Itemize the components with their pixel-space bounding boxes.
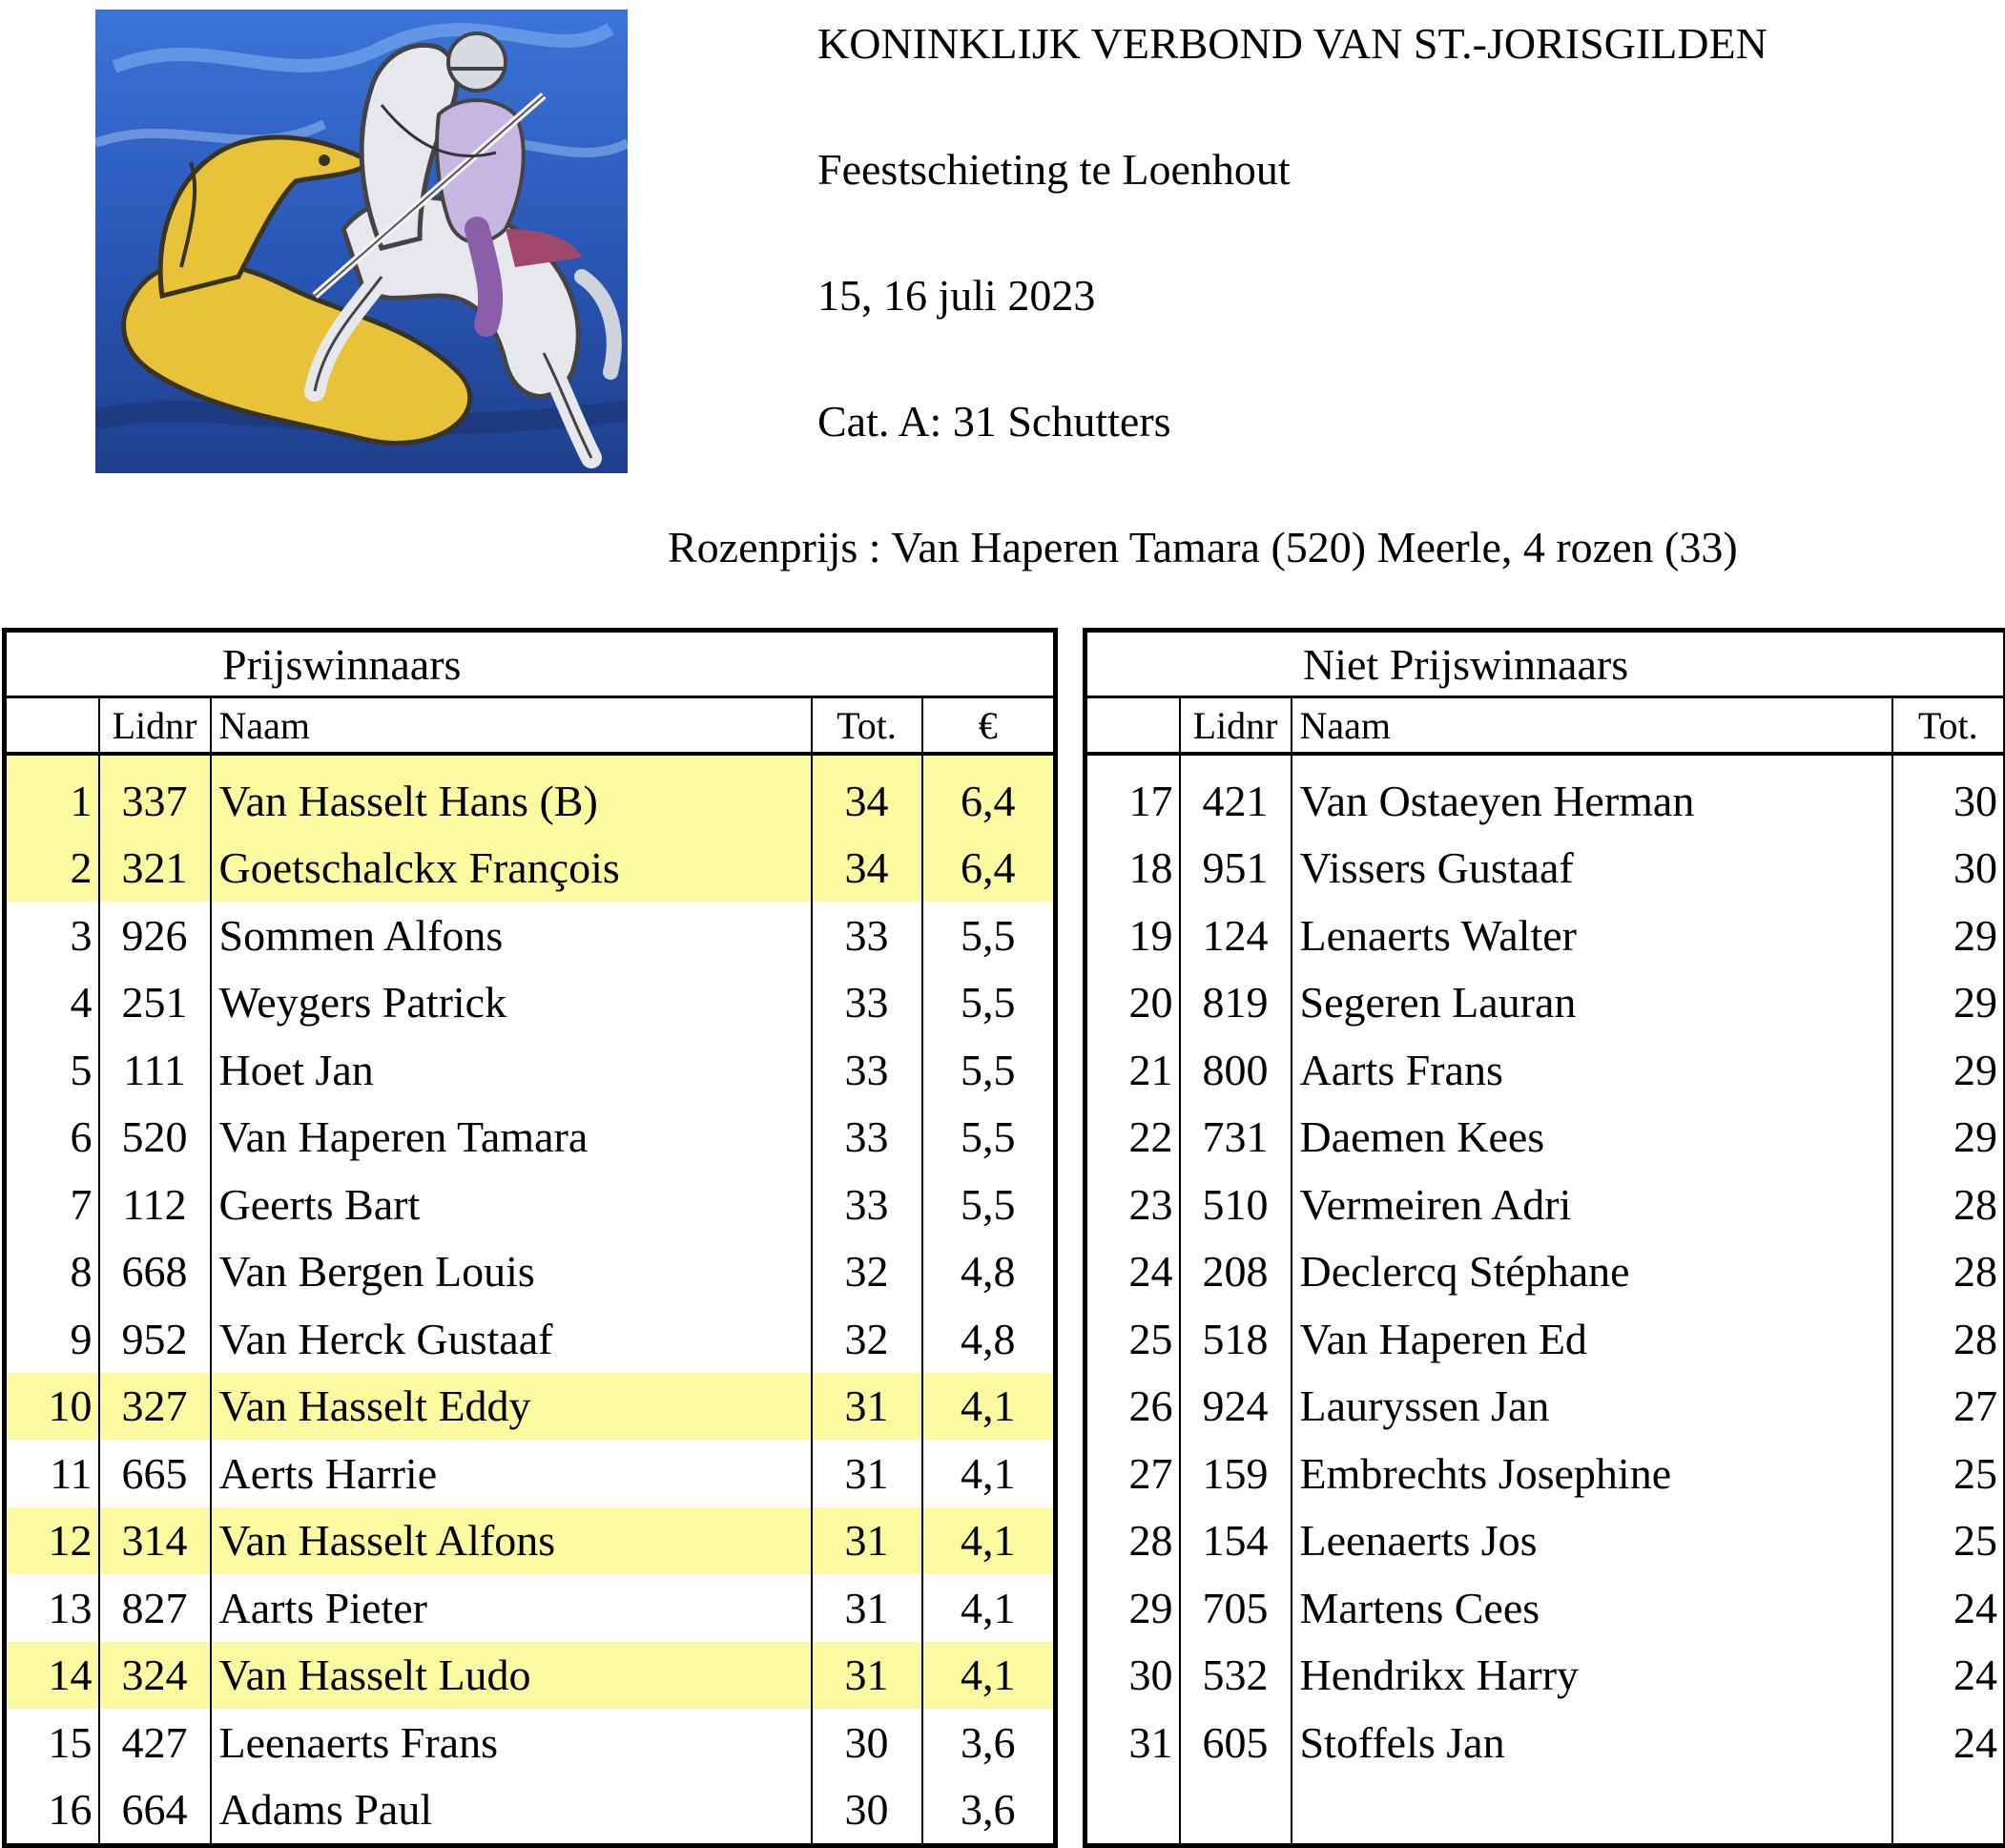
table-row — [5, 969, 1056, 1037]
cell-lidnr: 819 — [1180, 969, 1292, 1037]
column-header-rank — [5, 697, 99, 755]
cell-tot: 33 — [812, 1036, 922, 1104]
non-prizewinners-table — [1083, 628, 2005, 1848]
cell-lidnr: 664 — [99, 1776, 211, 1846]
cell-tot: 31 — [812, 1373, 922, 1441]
cell-tot: 24 — [1892, 1574, 2005, 1642]
table-row — [1085, 1574, 2005, 1642]
cell-lidnr: 924 — [1180, 1373, 1292, 1441]
cell-tot: 28 — [1892, 1305, 2005, 1373]
cell-naam: Van Herck Gustaaf — [211, 1305, 812, 1373]
column-header-lidnr: Lidnr — [1180, 697, 1292, 755]
cell-rank: 9 — [5, 1305, 99, 1373]
table-row — [1085, 969, 2005, 1037]
cell-naam: Van Bergen Louis — [211, 1238, 812, 1306]
column-header-lidnr: Lidnr — [99, 697, 211, 755]
cell-naam: Sommen Alfons — [211, 902, 812, 969]
cell-tot: 30 — [812, 1709, 922, 1776]
cell-lidnr: 208 — [1180, 1238, 1292, 1306]
cell-naam: Geerts Bart — [211, 1171, 812, 1238]
cell-euro: 4,8 — [922, 1305, 1056, 1373]
table-row — [1085, 1305, 2005, 1373]
cell-naam: Leenaerts Jos — [1292, 1507, 1892, 1575]
prizewinners-title: Prijswinnaars — [5, 631, 1056, 697]
cell-tot: 31 — [812, 1642, 922, 1710]
cell-rank: 5 — [5, 1036, 99, 1104]
cell-naam: Aarts Frans — [1292, 1036, 1892, 1104]
cell-tot: 33 — [812, 969, 922, 1037]
table-row — [5, 1305, 1056, 1373]
table-row — [1085, 835, 2005, 903]
st-george-logo-image — [95, 10, 628, 473]
cell-euro: 5,5 — [922, 1036, 1056, 1104]
cell-naam: Declercq Stéphane — [1292, 1238, 1892, 1306]
organization-title: KONINKLIJK VERBOND VAN ST.-JORISGILDEN — [817, 17, 1767, 71]
table-row — [1085, 1776, 2005, 1846]
cell-lidnr — [1180, 1776, 1292, 1846]
cell-euro: 6,4 — [922, 754, 1056, 835]
cell-euro: 4,1 — [922, 1642, 1056, 1710]
cell-lidnr: 731 — [1180, 1104, 1292, 1172]
cell-lidnr: 324 — [99, 1642, 211, 1710]
cell-tot: 29 — [1892, 1104, 2005, 1172]
table-row — [1085, 1373, 2005, 1441]
table-row — [1085, 902, 2005, 969]
cell-naam: Leenaerts Frans — [211, 1709, 812, 1776]
table-row — [1085, 754, 2005, 835]
cell-lidnr: 520 — [99, 1104, 211, 1172]
cell-rank: 16 — [5, 1776, 99, 1846]
cell-rank: 30 — [1085, 1642, 1180, 1710]
table-row — [5, 1574, 1056, 1642]
cell-euro: 5,5 — [922, 969, 1056, 1037]
cell-tot: 34 — [812, 754, 922, 835]
cell-lidnr: 314 — [99, 1507, 211, 1575]
cell-tot: 33 — [812, 902, 922, 969]
cell-lidnr: 518 — [1180, 1305, 1292, 1373]
cell-rank: 12 — [5, 1507, 99, 1575]
cell-naam: Lauryssen Jan — [1292, 1373, 1892, 1441]
column-header-tot: Tot. — [812, 697, 922, 755]
cell-euro: 6,4 — [922, 835, 1056, 903]
cell-naam: Stoffels Jan — [1292, 1709, 1892, 1776]
cell-euro: 4,1 — [922, 1373, 1056, 1441]
table-row — [5, 1507, 1056, 1575]
cell-lidnr: 532 — [1180, 1642, 1292, 1710]
cell-euro: 4,1 — [922, 1440, 1056, 1507]
cell-euro: 3,6 — [922, 1709, 1056, 1776]
cell-lidnr: 800 — [1180, 1036, 1292, 1104]
cell-tot: 32 — [812, 1305, 922, 1373]
cell-tot: 29 — [1892, 1036, 2005, 1104]
cell-tot: 28 — [1892, 1171, 2005, 1238]
cell-tot: 27 — [1892, 1373, 2005, 1441]
cell-naam: Vissers Gustaaf — [1292, 835, 1892, 903]
cell-tot: 28 — [1892, 1238, 2005, 1306]
cell-rank: 20 — [1085, 969, 1180, 1037]
table-row — [5, 1776, 1056, 1846]
cell-tot: 30 — [812, 1776, 922, 1846]
table-row — [1085, 1104, 2005, 1172]
table-row — [5, 1440, 1056, 1507]
cell-rank: 15 — [5, 1709, 99, 1776]
cell-rank: 28 — [1085, 1507, 1180, 1575]
cell-naam: Hoet Jan — [211, 1036, 812, 1104]
cell-rank: 21 — [1085, 1036, 1180, 1104]
cell-tot: 32 — [812, 1238, 922, 1306]
cell-euro: 4,1 — [922, 1507, 1056, 1575]
table-row — [1085, 1171, 2005, 1238]
cell-lidnr: 510 — [1180, 1171, 1292, 1238]
cell-naam — [1292, 1776, 1892, 1846]
rozenprijs-line: Rozenprijs : Van Haperen Tamara (520) Meerle, 4 rozen (33) — [668, 521, 1738, 574]
table-row — [5, 1642, 1056, 1710]
cell-naam: Goetschalckx François — [211, 835, 812, 903]
cell-euro: 3,6 — [922, 1776, 1056, 1846]
table-row — [5, 902, 1056, 969]
cell-tot: 33 — [812, 1104, 922, 1172]
cell-naam: Van Haperen Tamara — [211, 1104, 812, 1172]
cell-naam: Martens Cees — [1292, 1574, 1892, 1642]
cell-lidnr: 321 — [99, 835, 211, 903]
cell-tot: 29 — [1892, 969, 2005, 1037]
cell-lidnr: 705 — [1180, 1574, 1292, 1642]
cell-euro: 4,8 — [922, 1238, 1056, 1306]
cell-rank: 11 — [5, 1440, 99, 1507]
cell-lidnr: 251 — [99, 969, 211, 1037]
cell-lidnr: 154 — [1180, 1507, 1292, 1575]
cell-naam: Van Hasselt Alfons — [211, 1507, 812, 1575]
cell-rank: 24 — [1085, 1238, 1180, 1306]
cell-lidnr: 926 — [99, 902, 211, 969]
non-prizewinners-title: Niet Prijswinnaars — [1085, 631, 2005, 697]
cell-euro: 5,5 — [922, 1104, 1056, 1172]
table-row — [1085, 1036, 2005, 1104]
cell-tot: 24 — [1892, 1642, 2005, 1710]
cell-lidnr: 159 — [1180, 1440, 1292, 1507]
cell-naam: Weygers Patrick — [211, 969, 812, 1037]
cell-rank: 31 — [1085, 1709, 1180, 1776]
column-header-euro: € — [922, 697, 1056, 755]
cell-tot: 25 — [1892, 1440, 2005, 1507]
table-row — [1085, 1238, 2005, 1306]
cell-lidnr: 952 — [99, 1305, 211, 1373]
cell-naam: Van Hasselt Hans (B) — [211, 754, 812, 835]
cell-lidnr: 337 — [99, 754, 211, 835]
cell-lidnr: 111 — [99, 1036, 211, 1104]
column-header-naam: Naam — [1292, 697, 1892, 755]
event-dates: 15, 16 juli 2023 — [817, 269, 1095, 322]
cell-rank: 10 — [5, 1373, 99, 1441]
cell-rank: 27 — [1085, 1440, 1180, 1507]
column-header-tot: Tot. — [1892, 697, 2005, 755]
cell-rank: 19 — [1085, 902, 1180, 969]
cell-naam: Aerts Harrie — [211, 1440, 812, 1507]
cell-naam: Vermeiren Adri — [1292, 1171, 1892, 1238]
cell-tot: 24 — [1892, 1709, 2005, 1776]
column-header-naam: Naam — [211, 697, 812, 755]
cell-lidnr: 427 — [99, 1709, 211, 1776]
cell-euro: 4,1 — [922, 1574, 1056, 1642]
table-row — [1085, 1642, 2005, 1710]
cell-tot: 30 — [1892, 754, 2005, 835]
table-row — [5, 1238, 1056, 1306]
cell-lidnr: 327 — [99, 1373, 211, 1441]
cell-lidnr: 951 — [1180, 835, 1292, 903]
cell-tot: 34 — [812, 835, 922, 903]
cell-rank: 29 — [1085, 1574, 1180, 1642]
cell-naam: Van Ostaeyen Herman — [1292, 754, 1892, 835]
prizewinners-table — [2, 628, 1058, 1848]
cell-lidnr: 665 — [99, 1440, 211, 1507]
cell-naam: Van Haperen Ed — [1292, 1305, 1892, 1373]
cell-naam: Van Hasselt Ludo — [211, 1642, 812, 1710]
cell-rank: 6 — [5, 1104, 99, 1172]
table-row — [5, 835, 1056, 903]
cell-rank — [1085, 1776, 1180, 1846]
cell-lidnr: 124 — [1180, 902, 1292, 969]
table-row — [5, 1104, 1056, 1172]
cell-rank: 3 — [5, 902, 99, 969]
table-row — [1085, 1507, 2005, 1575]
cell-rank: 7 — [5, 1171, 99, 1238]
cell-lidnr: 668 — [99, 1238, 211, 1306]
cell-naam: Adams Paul — [211, 1776, 812, 1846]
cell-lidnr: 827 — [99, 1574, 211, 1642]
column-header-rank — [1085, 697, 1180, 755]
table-row — [5, 754, 1056, 835]
cell-naam: Aarts Pieter — [211, 1574, 812, 1642]
cell-euro: 5,5 — [922, 1171, 1056, 1238]
cell-rank: 17 — [1085, 754, 1180, 835]
cell-naam: Lenaerts Walter — [1292, 902, 1892, 969]
cell-tot: 33 — [812, 1171, 922, 1238]
cell-tot: 30 — [1892, 835, 2005, 903]
table-row — [5, 1373, 1056, 1441]
cell-naam: Daemen Kees — [1292, 1104, 1892, 1172]
st-george-dragon-icon — [95, 10, 628, 473]
table-row — [5, 1171, 1056, 1238]
event-title: Feestschieting te Loenhout — [817, 143, 1291, 197]
cell-rank: 1 — [5, 754, 99, 835]
cell-rank: 14 — [5, 1642, 99, 1710]
cell-rank: 8 — [5, 1238, 99, 1306]
table-row — [5, 1036, 1056, 1104]
cell-euro: 5,5 — [922, 902, 1056, 969]
cell-lidnr: 605 — [1180, 1709, 1292, 1776]
cell-naam: Embrechts Josephine — [1292, 1440, 1892, 1507]
cell-naam: Van Hasselt Eddy — [211, 1373, 812, 1441]
cell-tot: 31 — [812, 1574, 922, 1642]
cell-rank: 25 — [1085, 1305, 1180, 1373]
cell-rank: 22 — [1085, 1104, 1180, 1172]
cell-tot: 31 — [812, 1440, 922, 1507]
cell-lidnr: 421 — [1180, 754, 1292, 835]
cell-naam: Segeren Lauran — [1292, 969, 1892, 1037]
table-row — [5, 1709, 1056, 1776]
category-label: Cat. A: 31 Schutters — [817, 395, 1171, 448]
cell-rank: 18 — [1085, 835, 1180, 903]
cell-tot: 25 — [1892, 1507, 2005, 1575]
cell-naam: Hendrikx Harry — [1292, 1642, 1892, 1710]
cell-rank: 2 — [5, 835, 99, 903]
cell-tot: 31 — [812, 1507, 922, 1575]
cell-lidnr: 112 — [99, 1171, 211, 1238]
cell-rank: 13 — [5, 1574, 99, 1642]
cell-rank: 4 — [5, 969, 99, 1037]
cell-rank: 23 — [1085, 1171, 1180, 1238]
cell-tot — [1892, 1776, 2005, 1846]
cell-tot: 29 — [1892, 902, 2005, 969]
table-row — [1085, 1709, 2005, 1776]
cell-rank: 26 — [1085, 1373, 1180, 1441]
table-row — [1085, 1440, 2005, 1507]
